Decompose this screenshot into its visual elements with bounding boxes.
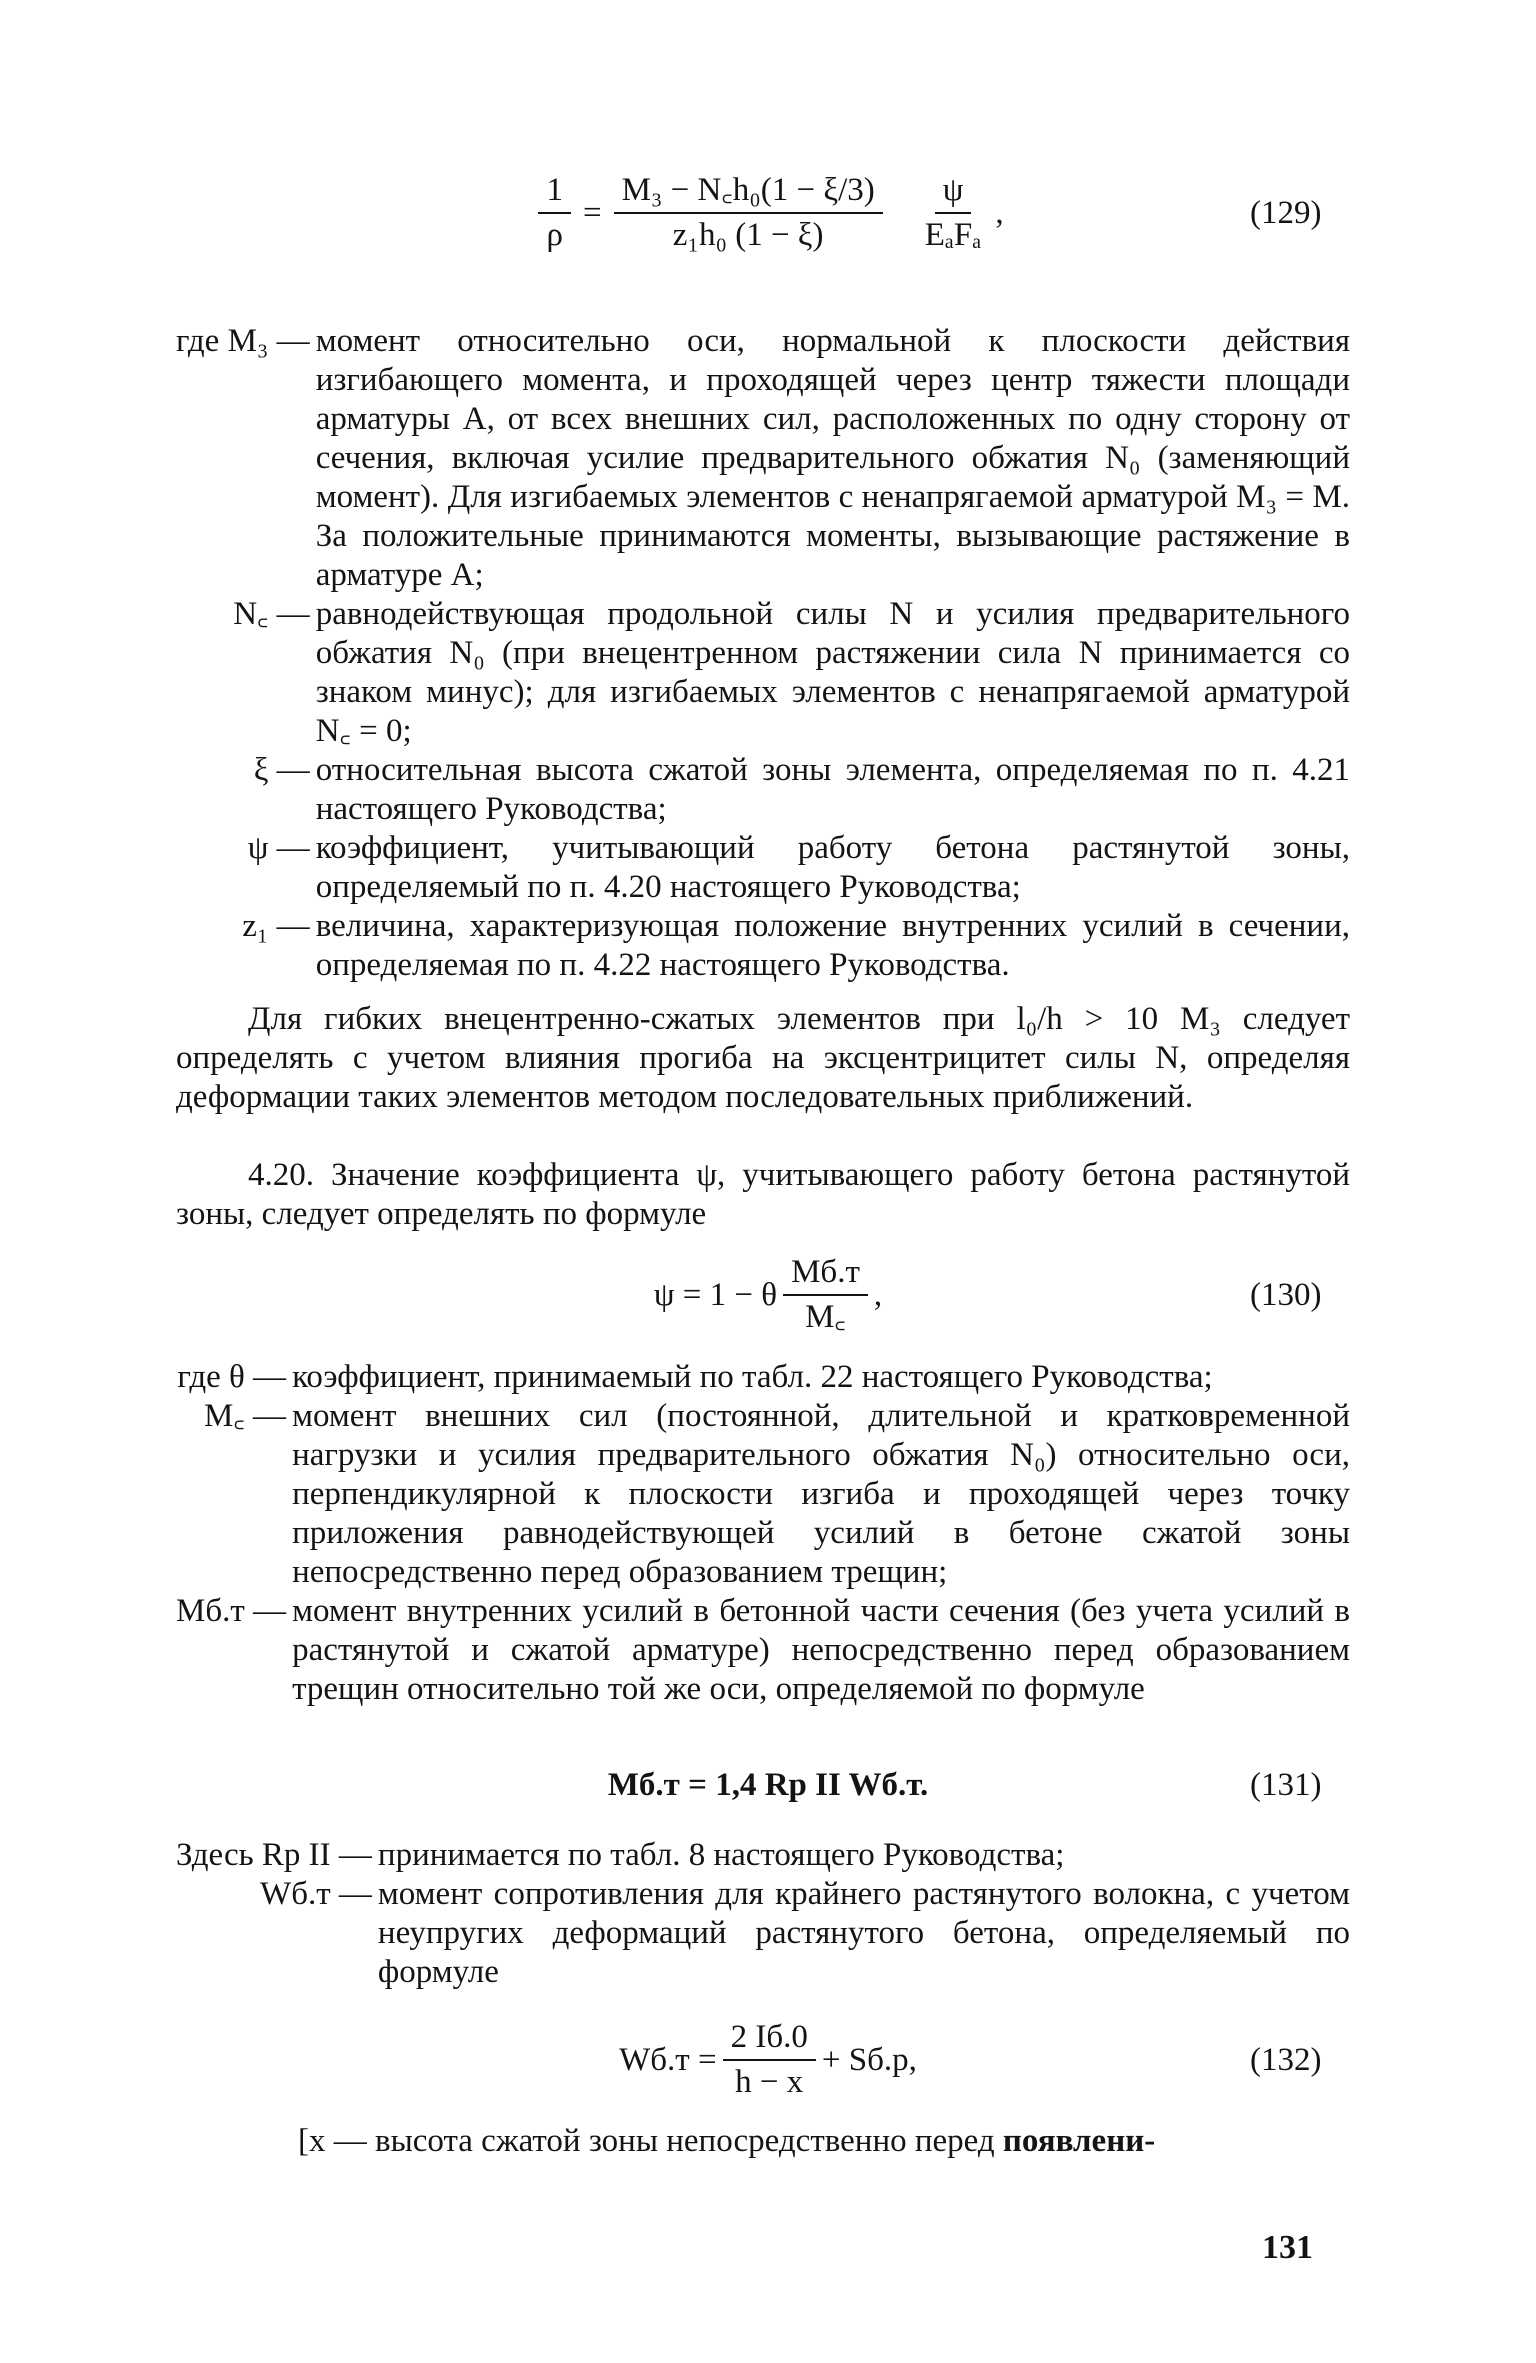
eq129-rhs-fraction (917, 171, 990, 255)
last-line-bold-word: появлени- (1002, 2123, 1156, 2159)
definition-term: z₁ — (242, 908, 310, 944)
definition-text: момент внешних сил (постоянной, длительной и кратковременной нагрузки и усилия предварительного обжатия N₀) относительно оси, перпендикулярной к плоскости изгиба и проходящей через точку приложения равнодействующей усилий в бетоне сжатой зоны непосредственно перед образованием трещин; (292, 1398, 1350, 1590)
eq129-comma: , (995, 194, 1004, 231)
eq129-rhs-denominator: EₐFₐ (924, 217, 982, 253)
equation-number-129: (129) (1250, 194, 1322, 231)
definition-term: ψ — (247, 830, 310, 866)
equation-129: $\frac{1}{\rho}$ = $\frac{\text{M₃ − N꜀h₀(1 − ξ/3)}}{\text{z₁h₀ (1 − ξ)}}$ $\frac{\psi}{\text{EₐFₐ}}$ , (129) (0, 108, 1536, 318)
last-line (298, 2122, 1350, 2161)
definition-text: коэффициент, принимаемый по табл. 22 настоящего Руководства; (292, 1359, 1213, 1395)
eq129-lhs-numerator: 1 (538, 171, 571, 214)
definition-term: N꜀ — (233, 596, 310, 632)
definitions-129 (176, 322, 1350, 985)
eq129-lhs-denominator: ρ (546, 217, 563, 253)
definition-term: ξ — (253, 752, 310, 788)
eq129-lhs-fraction (538, 171, 571, 255)
eq132-numerator: 2 Iб.0 (723, 2018, 816, 2061)
definition-text: коэффициент, учитывающий работу бетона растянутой зоны, определяемый по п. 4.20 настоящего Руководства; (315, 830, 1350, 905)
eq129-main-fraction (614, 171, 883, 255)
definitions-131 (176, 1836, 1350, 1992)
definition-text: равнодействующая продольной силы N и усилия предварительного обжатия N₀ (при внецентренном растяжении сила N принимается со знаком минус); для изгибаемых элементов с ненапрягаемой арматурой N꜀ = 0; (315, 596, 1350, 749)
equation-number-130: (130) (1250, 1276, 1322, 1313)
eq129-rhs-numerator: ψ (935, 171, 972, 214)
definition-text: момент внутренних усилий в бетонной части сечения (без учета усилий в растянутой и сжатой арматуре) непосредственно перед образованием трещин относительно той же оси, определяемой по формуле (292, 1593, 1350, 1707)
definition-term: Здесь Rр II — (176, 1837, 372, 1873)
equation-number-131: (131) (1250, 1766, 1322, 1803)
eq130-lhs: ψ = 1 − θ (653, 1276, 778, 1313)
eq132-lhs: Wб.т = (619, 2041, 717, 2078)
definitions-130 (176, 1358, 1350, 1709)
eq129-main-denominator: z₁h₀ (1 − ξ) (672, 217, 824, 253)
equation-132 (0, 2010, 1536, 2110)
eq130-fraction (783, 1253, 868, 1337)
eq132-rhs: + Sб.р, (821, 2041, 917, 2078)
definition-term: Mб.т — (176, 1593, 287, 1629)
equation-131 (0, 1760, 1536, 1810)
definition-text: момент сопротивления для крайнего растянутого волокна, с учетом неупругих деформаций растянутого бетона, определяемый по формуле (377, 1876, 1350, 1990)
paragraph-section-4-20: 4.20. Значение коэффициента ψ, учитывающего работу бетона растянутой зоны, следует определять по формуле (176, 1157, 1350, 1232)
definition-term: где M₃ — (176, 323, 310, 359)
eq130-comma: , (873, 1276, 883, 1313)
page-number: 131 (1262, 2229, 1313, 2266)
eq130-denominator: M꜀ (805, 1299, 846, 1335)
definition-term: M꜀ — (204, 1398, 287, 1434)
eq132-denominator: h − x (735, 2064, 804, 2100)
equation-130 (0, 1240, 1536, 1350)
definition-term: Wб.т — (260, 1876, 372, 1912)
eq131-formula: Mб.т = 1,4 Rр II Wб.т. (607, 1766, 929, 1803)
definition-term: где θ — (177, 1359, 287, 1395)
paragraph-flexible-elements: Для гибких внецентренно-сжатых элементов при l₀/h > 10 M₃ следует определять с учетом влияния прогиба на эксцентрицитет силы N, определяя деформации таких элементов методом последовательных приближений. (176, 1001, 1350, 1115)
definition-text: относительная высота сжатой зоны элемента, определяемая по п. 4.21 настоящего Руководства; (315, 752, 1350, 827)
eq129-main-numerator: M₃ − N꜀h₀(1 − ξ/3) (614, 171, 883, 214)
definition-text: принимается по табл. 8 настоящего Руководства; (377, 1837, 1065, 1873)
last-line-text: [x — высота сжатой зоны непосредственно перед (298, 2123, 1003, 2159)
definition-text: величина, характеризующая положение внутренних усилий в сечении, определяемая по п. 4.22 настоящего Руководства. (315, 908, 1350, 983)
eq132-fraction (723, 2018, 816, 2102)
eq130-numerator: Mб.т (783, 1253, 868, 1296)
equation-number-132: (132) (1250, 2041, 1322, 2078)
definition-text: момент относительно оси, нормальной к плоскости действия изгибающего момента, и проходящей через центр тяжести площади арматуры A, от всех внешних сил, расположенных по одну сторону от сечения, включая усилие предварительного обжатия N₀ (заменяющий момент). Для изгибаемых элементов с ненапрягаемой арматурой M₃ = M. За положительные принимаются моменты, вызывающие растяжение в арматуре A; (315, 323, 1350, 593)
